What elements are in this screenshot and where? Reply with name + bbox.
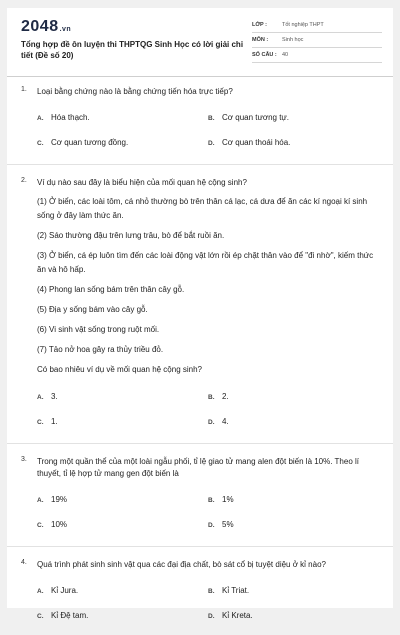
meta-label: LỚP : bbox=[252, 22, 267, 28]
statement-1: (1) Ở biển, các loài tôm, cá nhỏ thường bò trên thân cá lạc, cá dưa để ăn các kí ngoại kí sinh sống ở đây làm thức ăn. bbox=[37, 197, 368, 220]
answer-option-d[interactable]: D. Cơ quan thoái hóa. bbox=[208, 138, 291, 147]
answer-option-b[interactable]: B. 2. bbox=[208, 392, 229, 401]
meta-value: Sinh học bbox=[282, 37, 304, 43]
question-number: 4. bbox=[21, 559, 27, 566]
meta-row-class bbox=[252, 18, 382, 33]
answer-options bbox=[37, 585, 379, 635]
statement-5: (5) Địa y sống bám vào cây gỗ. bbox=[37, 305, 148, 314]
question-divider bbox=[7, 164, 393, 165]
meta-label: SỐ CÂU : bbox=[252, 52, 277, 58]
answer-option-a[interactable]: A. Hóa thạch. bbox=[37, 113, 90, 122]
document-page bbox=[7, 8, 393, 620]
answer-option-a[interactable]: A. Kỉ Jura. bbox=[37, 586, 79, 595]
document-meta bbox=[252, 18, 382, 63]
answer-option-d[interactable]: D. 5% bbox=[208, 520, 234, 529]
document-header bbox=[7, 8, 393, 76]
meta-value: Tốt nghiệp THPT bbox=[282, 22, 324, 28]
document-title: Tổng hợp đề ôn luyện thi THPTQG Sinh Học có lời giải chi tiết (Đề số 20) bbox=[21, 40, 244, 60]
statement-4: (4) Phong lan sống bám trên thân cây gỗ. bbox=[37, 285, 185, 294]
question-divider bbox=[7, 546, 393, 547]
answer-options bbox=[37, 112, 379, 162]
statement-7: (7) Tảo nở hoa gây ra thủy triều đỏ. bbox=[37, 345, 164, 354]
meta-label: MÔN : bbox=[252, 37, 269, 43]
answer-options bbox=[37, 391, 379, 441]
answer-option-b[interactable]: B. Kỉ Triat. bbox=[208, 586, 250, 595]
statement-6: (6) Vi sinh vật sống trong ruột mối. bbox=[37, 325, 160, 334]
question-text: Trong một quần thể của một loài ngẫu phối, tỉ lệ giao tử mang alen đột biến là 10%. Theo lí thuyết, tỉ lệ hợp tử mang gen đột biến là bbox=[37, 457, 360, 478]
header-divider bbox=[7, 76, 393, 77]
answer-option-d[interactable]: D. 4. bbox=[208, 417, 229, 426]
question-prompt: Có bao nhiêu ví dụ về mối quan hệ cộng sinh? bbox=[37, 365, 203, 374]
statement-2: (2) Sáo thường đậu trên lưng trâu, bò để bắt ruồi ăn. bbox=[37, 231, 225, 240]
answer-option-a[interactable]: A. 19% bbox=[37, 495, 68, 504]
answer-option-a[interactable]: A. 3. bbox=[37, 392, 58, 401]
question-divider bbox=[7, 443, 393, 444]
answer-option-c[interactable]: C. 10% bbox=[37, 520, 68, 529]
question-text: Quá trình phát sinh sinh vật qua các đại địa chất, bò sát cổ bị tuyệt diệu ở kỉ nào? bbox=[37, 560, 326, 569]
question-text: Ví dụ nào sau đây là biểu hiện của mối quan hệ cộng sinh? bbox=[37, 178, 247, 187]
answer-option-b[interactable]: B. 1% bbox=[208, 495, 234, 504]
question-1 bbox=[7, 86, 393, 162]
question-2 bbox=[7, 177, 393, 441]
statement-3: (3) Ở biển, cá ép luôn tìm đến các loài động vật lớn rồi ép chặt thân vào để "đi nhờ", kiếm thức ăn và hô hấp. bbox=[37, 251, 374, 274]
question-text: Loại bằng chứng nào là bằng chứng tiến hóa trực tiếp? bbox=[37, 87, 233, 96]
answer-option-d[interactable]: D. Kỉ Kreta. bbox=[208, 611, 253, 620]
question-number: 3. bbox=[21, 456, 27, 463]
answer-option-c[interactable]: C. Cơ quan tương đồng. bbox=[37, 138, 129, 147]
meta-value: 40 bbox=[282, 52, 289, 58]
meta-row-subject bbox=[252, 33, 382, 48]
question-4 bbox=[7, 559, 393, 635]
answer-options bbox=[37, 494, 379, 544]
question-number: 2. bbox=[21, 177, 27, 184]
answer-option-b[interactable]: B. Cơ quan tương tự. bbox=[208, 113, 290, 122]
site-logo[interactable]: 2048.vn bbox=[21, 18, 72, 35]
answer-option-c[interactable]: C. Kỉ Đệ tam. bbox=[37, 611, 89, 620]
question-number: 1. bbox=[21, 86, 27, 93]
meta-row-question-count bbox=[252, 48, 382, 63]
question-list bbox=[7, 86, 393, 635]
question-3 bbox=[7, 456, 393, 544]
answer-option-c[interactable]: C. 1. bbox=[37, 417, 58, 426]
